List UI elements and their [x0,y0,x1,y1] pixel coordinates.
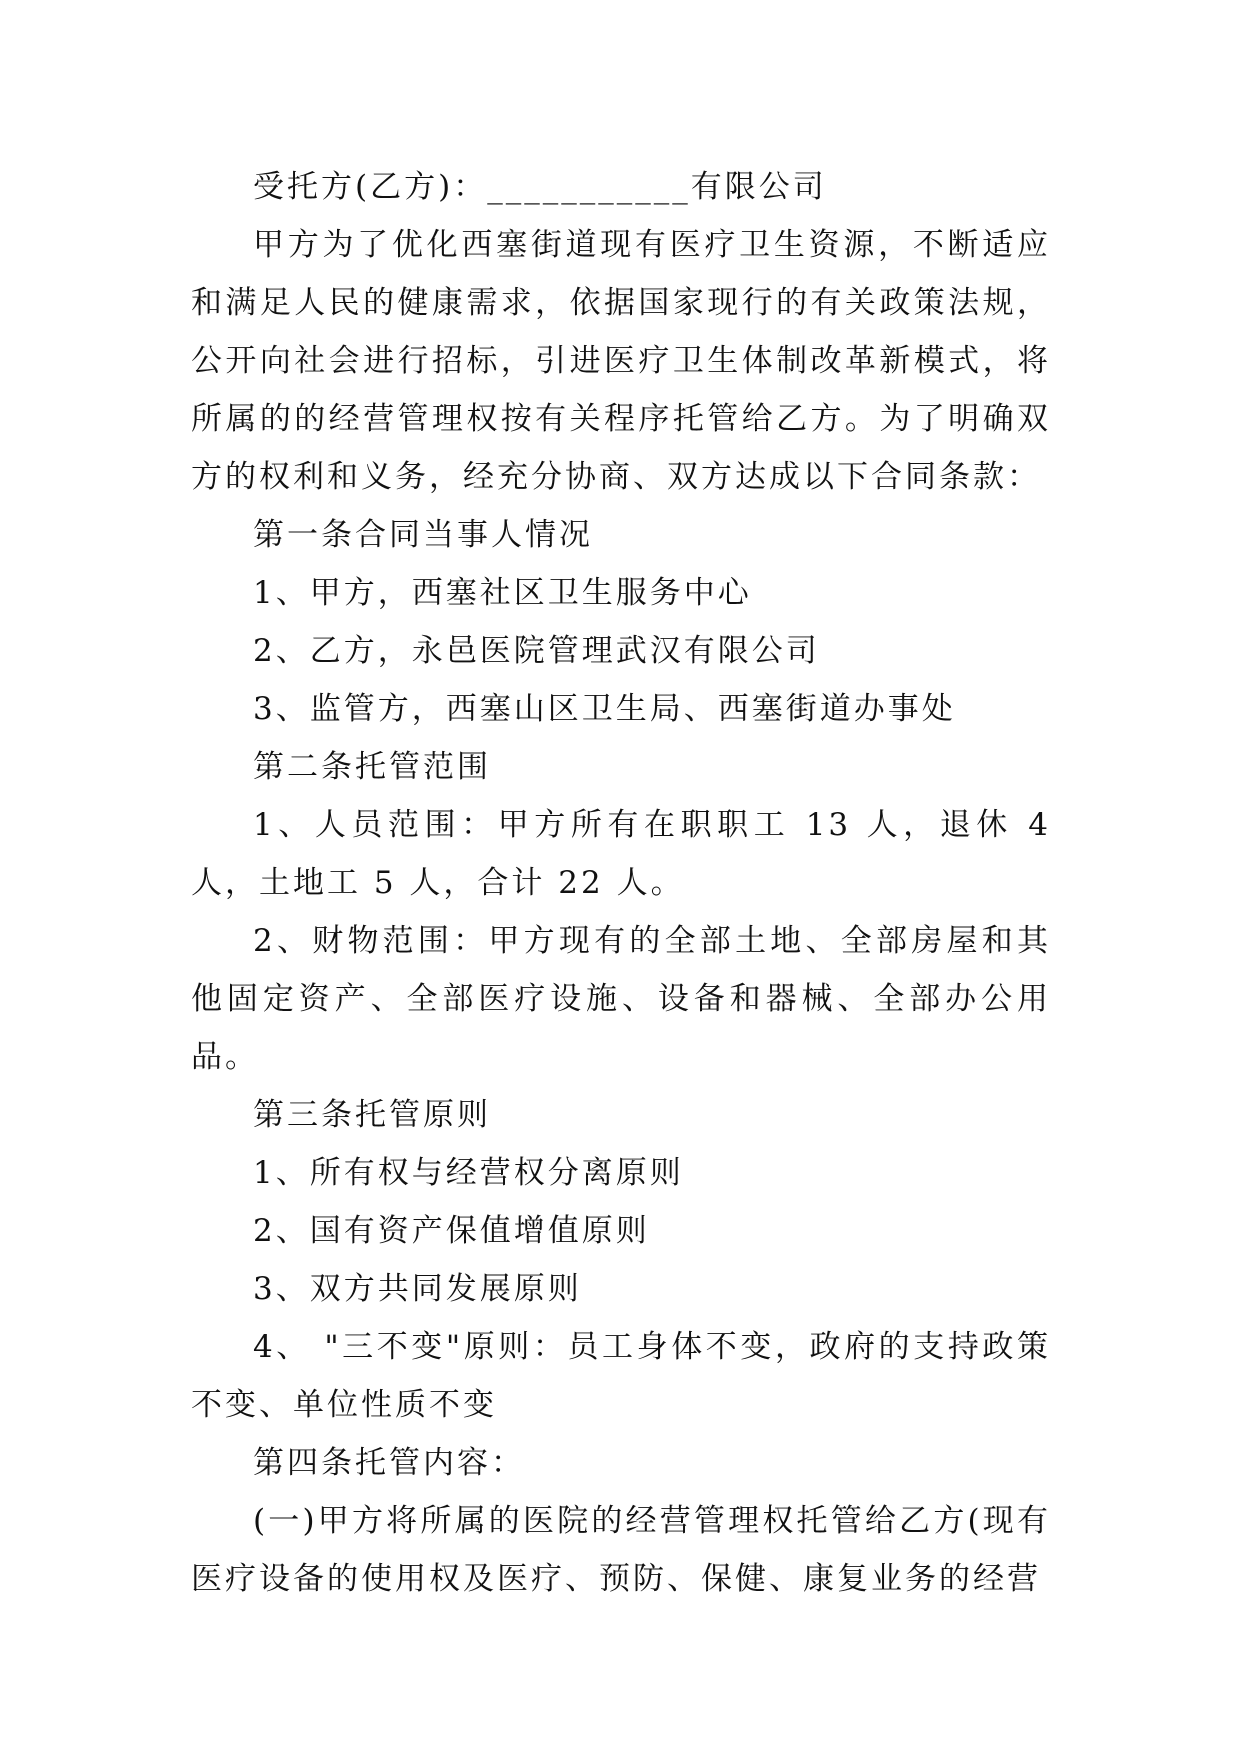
article-4-item-1: (一)甲方将所属的医院的经营管理权托管给乙方(现有医疗设备的使用权及医疗、预防、保健、康复业务的经营 [191,1503,1051,1597]
article-2-item-2: 2、财物范围：甲方现有的全部土地、全部房屋和其他固定资产、全部医疗设施、设备和器械、全部办公用品。 [191,923,1051,1075]
article-1-item-3: 3、监管方，西塞山区卫生局、西塞街道办事处 [253,691,956,727]
document-body [191,158,1051,1608]
article-1-item-1: 1、甲方，西塞社区卫生服务中心 [253,575,752,611]
article-3-item-4: 4、 "三不变"原则：员工身体不变，政府的支持政策不变、单位性质不变 [191,1329,1051,1423]
preamble-paragraph: 甲方为了优化西塞街道现有医疗卫生资源，不断适应和满足人民的健康需求，依据国家现行的有关政策法规，公开向社会进行招标，引进医疗卫生体制改革新模式，将所属的的经营管理权按有关程序托管给乙方。为了明确双方的权利和义务，经充分协商、双方达成以下合同条款： [191,227,1051,495]
article-3-item-1: 1、所有权与经营权分离原则 [253,1155,684,1191]
party-b-line: 受托方(乙方)：___________有限公司 [253,169,827,205]
article-3-item-2: 2、国有资产保值增值原则 [253,1213,650,1249]
article-4-heading: 第四条托管内容： [253,1445,525,1481]
article-2-item-1: 1、人员范围：甲方所有在职职工 13 人，退休 4 人，土地工 5 人，合计 22 人。 [191,807,1051,901]
article-1-heading: 第一条合同当事人情况 [253,517,593,553]
article-3-heading: 第三条托管原则 [253,1097,491,1133]
article-3-item-3: 3、双方共同发展原则 [253,1271,582,1307]
article-1-item-2: 2、乙方，永邑医院管理武汉有限公司 [253,633,820,669]
article-2-heading: 第二条托管范围 [253,749,491,785]
